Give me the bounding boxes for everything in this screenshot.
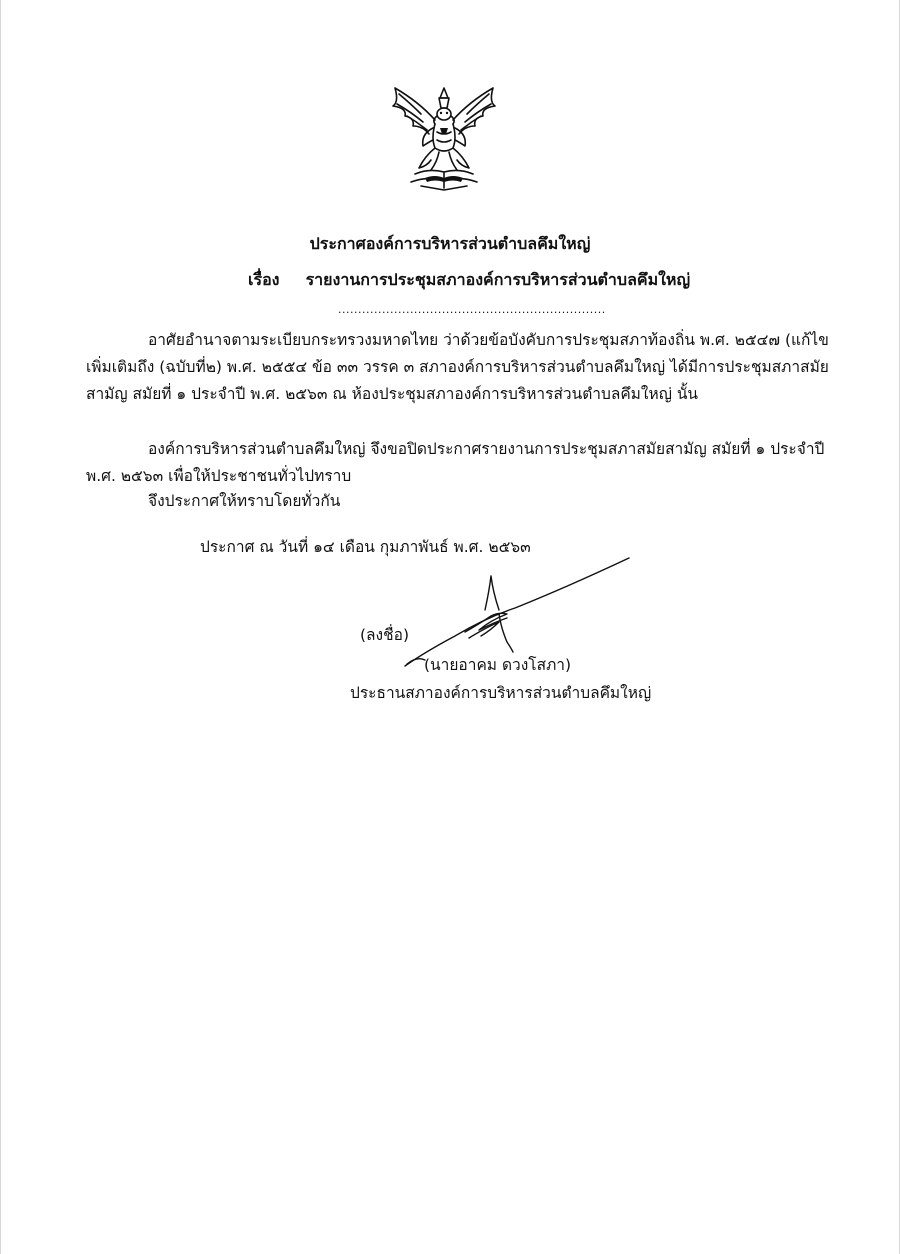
sign-label: (ลงชื่อ) [360, 626, 409, 644]
title-divider: ................................................................... [338, 303, 606, 316]
signer-name: (นายอาคม ดวงโสภา) [424, 656, 572, 674]
subject-label: เรื่อง [248, 270, 280, 289]
inform-line: จึงประกาศให้ทราบโดยทั่วกัน [148, 492, 341, 510]
subject-text: รายงานการประชุมสภาองค์การบริหารส่วนตำบลคึมใหญ่ [305, 270, 691, 289]
announcement-title: ประกาศองค์การบริหารส่วนตำบลคึมใหญ่ [309, 234, 591, 253]
subject-line [248, 268, 690, 293]
garuda-emblem-icon [385, 82, 503, 194]
body-paragraph-2: องค์การบริหารส่วนตำบลคึมใหญ่ จึงขอปิดประกาศรายงานการประชุมสภาสมัยสามัญ สมัยที่ ๑ ประจำปี พ.ศ. ๒๕๖๓ เพื่อให้ประชาชนทั่วไปทราบ [86, 440, 825, 485]
signer-position: ประธานสภาองค์การบริหารส่วนตำบลคึมใหญ่ [350, 684, 652, 702]
top-scan-mark [540, 0, 780, 4]
announcement-date: ประกาศ ณ วันที่ ๑๔ เดือน กุมภาพันธ์ พ.ศ. ๒๕๖๓ [200, 538, 531, 556]
body-paragraph-1: อาศัยอำนาจตามระเบียบกระทรวงมหาดไทย ว่าด้วยข้อบังคับการประชุมสภาท้องถิ่น พ.ศ. ๒๕๔๗ (แก้ไขเพิ่มเติมถึง (ฉบับที่๒) พ.ศ. ๒๕๕๔ ข้อ ๓๓ วรรค ๓ สภาองค์การบริหารส่วนตำบลคึมใหญ่ ได้มีการประชุมสภาสมัยสามัญ สมัยที่ ๑ ประจำปี พ.ศ. ๒๕๖๓ ณ ห้องประชุมสภาองค์การบริหารส่วนตำบลคึมใหญ่ นั้น [86, 331, 829, 403]
